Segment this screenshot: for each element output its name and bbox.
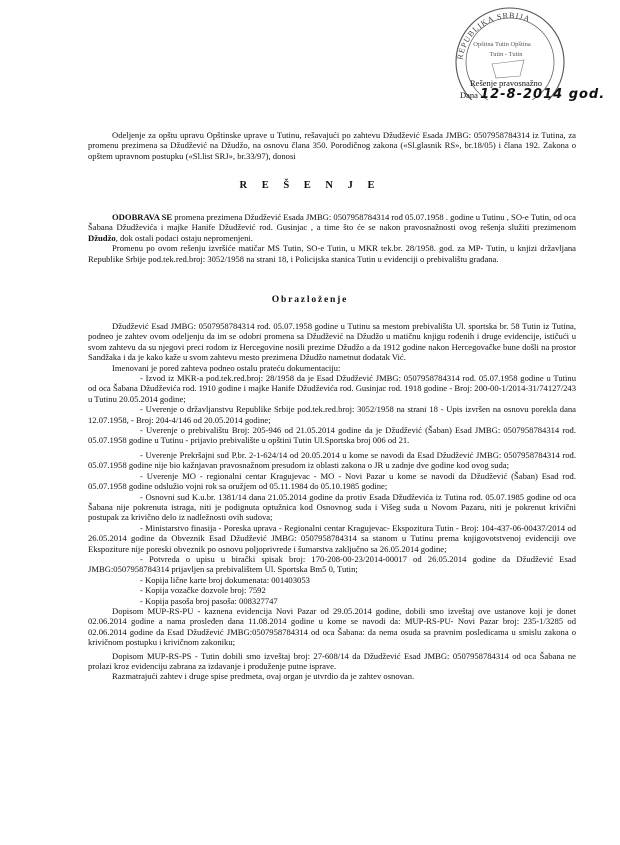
stamp-meta [460,78,606,102]
stamp-line-2: Tutin - Tutin [489,51,523,58]
decision-section [88,212,576,264]
date-label: Dana [460,90,478,100]
list-item: - Uverenje MO - regionalni centar Kragujevac - MO - Novi Pazar u kome se navodi da Džudžević (Šaban) Esad rođ. 05.07.1958 godine odslužio vojni rok sa oružjem od 05.11.1984 do 05.10.1985 godine; [88,470,576,492]
list-item: - Izvod iz MKR-a pod.tek.red.broj: 28/1958 da je Esad Džudžević JMBG: 0507958784314 rođ. 05.07.1958 godine u Tutinu od oca Šabana Džudževića rod. 1910 godine i majke Hanife Džudževića rod. Gusinjac rod. 1918 godine - Broj: 200-00-1/2014-31/74127/243 u Tutinu 20.05.2014 godine; [88,373,576,404]
stamp-line-1: Opština Tutin Opština [473,41,531,48]
list-item: - Osnovni sud K.u.br. 1381/14 dana 21.05.2014 godine da protiv Esada Džudževića iz Tutina rođ. 05.07.1985 godine od oca Šabana nije pokrenuta istraga, niti je podignuta optužnica kod Osnovnog suda i Višeg suda u Novom Pazaru, niti je pokrenut krivični postupak za krivično delo iz nadležnosti ovih sudova; [88,491,576,523]
intro-paragraph: Odeljenje za opštu upravu Opštinske uprave u Tutinu, rešavajući po zahtevu Džudžević Esada JMBG: 0507958784314 iz Tutina, za promenu prezimena sa Džudžević na Džudžo, na osnovu člana 350. Porodičnog zakona («Sl.glasnik RS», br.18/05) i člana 192. Zakona o opštem upravnom postupku («Sl.list SRJ», br.33/97), donosi [88,130,576,161]
reasoning-p3: Dopisom MUP-RS-PU - kaznena evidencija Novi Pazar od 29.05.2014 godine, dobili smo izveštaj ove ustanove koji je donet 02.06.2014 godine a nama prosleđen dana 11.08.2014 godine u kome se navodi da: MUP-RS-PU- Novi Pazar broj: 235-1/3285 od 02.06.2014 godine da Esad Džudžević JMBG:0507958784314 od oca Šabana: da nema osuda sa pravnim posledicama u smislu zakona o krivičnom postupku i krivičnom zakoniku; [88,605,576,648]
list-item: - Uverenje o prebivalištu Broj: 205-946 od 21.05.2014 godine da je Džudžević (Šaban) Esad JMBG: 0507958784314 rođ. 05.07.1958 godine u Tutinu - prijavio prebivalište u opštini Tutin Ul.Sportska broj 006 od 21. [88,425,576,446]
list-item: - Uverenje Prekršajni sud P.br. 2-1-624/14 od 20.05.2014 u kome se navodi da Esad Džudžević JMBG: 0507958784314 rođ. 05.07.1958 godine nije bio kažnjavan pravosnažnom presudom iz oblasti zakona o JR u zadnje dve godine kod ovog suda; [88,449,576,471]
reasoning-title: Obrazloženje [271,294,349,305]
reasoning-p4: Dopisom MUP-RS-PS - Tutin dobili smo izveštaj broj: 27-608/14 da Džudžević Esad JMBG: 0507958784314 od oca Šabana ne prolazi kroz evidenciju zabrana za izdavanje i produženje putne isprave. [88,650,576,671]
reasoning-p2: Imenovani je pored zahteva podneo ostalu prateću dokumentaciju: [112,362,341,373]
list-item: - Uverenje o državljanstvu Republike Srbije pod.tek.red.broj: 3052/1958 na strani 18 - Upis izvršen na osnovu porekla dana 12.07.1958, - Broj: 204-4/146 od 20.05.2014 godine; [88,404,576,425]
list-item: - Kopija pasoša broj pasoša: 008327747 [140,595,278,606]
list-item: - Ministarstvo finasija - Poreska uprava - Regionalni centar Kragujevac- Ekspozitura Tutin - Broj: 104-437-06-00437/2014 od 26.05.2014 godine da Obveznik Esad Džudžević JMBG: 0507958784314 sa stanom u Tutinu prema knjigovotstvenoj evidenciji ove Ekspoziture nije poreski obveznik po osnovu poljoprivrede i šumarstva zaključno sa 26.05.2014 godine; [88,522,576,554]
stamp-ring-text: REPUBLIKA SRBIJA [455,10,532,61]
reasoning-p1: Džudžević Esad JMBG: 0507958784314 rođ. 05.07.1958 godine u Tutinu sa mestom prebivališta Ul. sportska br. 58 Tutin iz Tutina, podneo je zahtev ovom odeljenju da im se odobri promena sa Džudžević na Džudžo u matičnu knjigu rođenih i druge evidencije, ističući u svom zahtevu da su njegovi preci rodom iz Hercegovine nosili prezime Džudžo a da 1912 godine nakon Hercegovačke bune došli na prostor Sandžaka i da je kako kaže u svom zahtevu mesto prezimena Džudžo nametnut dodatak Vić. [88,321,576,363]
document-title: R E Š E N J E [239,180,381,191]
reasoning-section [88,321,576,682]
handwritten-date: 12-8-2014 god. [480,87,606,102]
documents-list [88,373,576,606]
finality-label: Rešenje pravosnažno [470,78,542,88]
list-item: - Kopija vozačke dozvole broj: 7592 [140,585,266,596]
decision-execution-paragraph: Promenu po ovom rešenju izvršiće matičar MS Tutin, SO-e Tutin, u MKR tek.br. 28/1958. god. za MP- Tutin, u knjizi državljana Republike Srbije pod.tek.red.broj: 3052/1958 na strani 18, i Policijska stanica Tutin u evidenciji o prebivalištu građana. [88,243,576,264]
list-item: - Potvreda o upisu u birački spisak broj: 170-208-00-23/2014-00017 od 26.05.2014 godine da Džudžević Esad JMBG:0507958784314 prijavljen sa prebivalištem Ul. Sportska Bm5 0, Tutin; [88,553,576,575]
decision-lead: ODOBRAVA SE [112,212,173,222]
decision-paragraph: ODOBRAVA SE promena prezimena Džudžević Esada JMBG: 0507958784314 rođ 05.07.1958 . godine u Tutinu , SO-e Tutin, od oca Šabana Džudževića i majke Hanife Džudžević rod. Gusinjac , a time što će se nakon pravosnažnosti ovog rešenja služiti prezimenom Džudžo, dok ostali podaci ostaju nepromenjeni. [88,212,576,243]
list-item: - Kopija lične karte broj dokumenata: 001403053 [140,574,310,585]
new-surname: Džudžo [88,232,116,243]
reasoning-p5: Razmatrajući zahtev i druge spise predmeta, ovaj organ je utvrdio da je zahtev osnovan. [112,671,415,682]
